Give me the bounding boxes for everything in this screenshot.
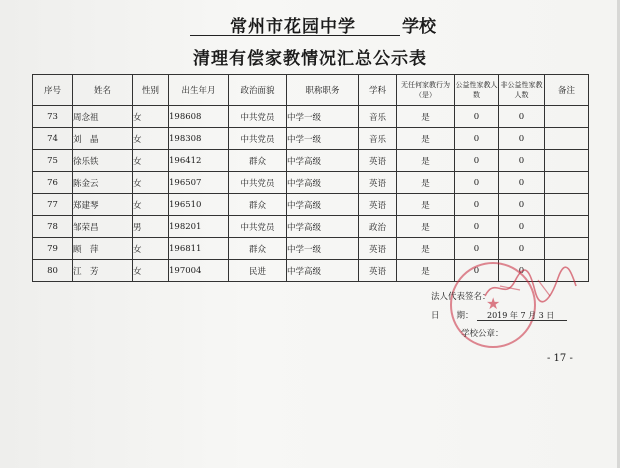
no-tutoring-cell: 是 [397, 216, 455, 238]
column-header: 出生年月 [169, 75, 229, 106]
teacher-name: 江 芳 [73, 260, 133, 282]
subject-cell: 音乐 [359, 128, 397, 150]
gender-cell: 男 [133, 216, 169, 238]
row-number: 77 [33, 194, 73, 216]
table-row [33, 216, 589, 238]
teacher-name: 刘 晶 [73, 128, 133, 150]
birth-date: 196507 [169, 172, 229, 194]
teacher-name: 周念祖 [73, 106, 133, 128]
column-header: 备注 [545, 75, 589, 106]
private-tutoring-count: 0 [499, 150, 545, 172]
no-tutoring-cell: 是 [397, 150, 455, 172]
table-row [33, 238, 589, 260]
public-tutoring-count: 0 [455, 150, 499, 172]
public-tutoring-count: 0 [455, 128, 499, 150]
row-number: 76 [33, 172, 73, 194]
note-cell [545, 128, 589, 150]
professional-title: 中学高级 [287, 172, 359, 194]
table-row [33, 194, 589, 216]
column-header: 序号 [33, 75, 73, 106]
gender-cell: 女 [133, 194, 169, 216]
teacher-name: 陈金云 [73, 172, 133, 194]
professional-title: 中学高级 [287, 260, 359, 282]
professional-title: 中学高级 [287, 150, 359, 172]
political-status: 群众 [229, 150, 287, 172]
signature-block [425, 290, 605, 350]
professional-title: 中学高级 [287, 194, 359, 216]
column-header: 公益性家教人数 [455, 75, 499, 106]
no-tutoring-cell: 是 [397, 238, 455, 260]
birth-date: 198608 [169, 106, 229, 128]
private-tutoring-count: 0 [499, 172, 545, 194]
column-header: 姓名 [73, 75, 133, 106]
row-number: 79 [33, 238, 73, 260]
public-tutoring-count: 0 [455, 238, 499, 260]
row-number: 78 [33, 216, 73, 238]
birth-date: 198201 [169, 216, 229, 238]
tutoring-summary-table [32, 74, 589, 282]
private-tutoring-count: 0 [499, 238, 545, 260]
page-number: - 17 - [547, 353, 573, 364]
political-status: 群众 [229, 194, 287, 216]
private-tutoring-count: 0 [499, 194, 545, 216]
political-status: 中共党员 [229, 128, 287, 150]
teacher-name: 徐乐铁 [73, 150, 133, 172]
professional-title: 中学一级 [287, 238, 359, 260]
seal-star-icon: ★ [486, 294, 501, 313]
teacher-name: 郑建琴 [73, 194, 133, 216]
political-status: 中共党员 [229, 172, 287, 194]
school-header [180, 8, 470, 38]
column-header: 非公益性家教人数 [499, 75, 545, 106]
professional-title: 中学一级 [287, 128, 359, 150]
seal-label: 学校公章： [461, 329, 504, 339]
table-header-row [33, 75, 589, 106]
date-label: 日 期： [431, 311, 474, 321]
subject-cell: 英语 [359, 194, 397, 216]
gender-cell: 女 [133, 238, 169, 260]
public-tutoring-count: 0 [455, 216, 499, 238]
date-value: 2019 年 7 月 3 日 [487, 311, 555, 320]
no-tutoring-cell: 是 [397, 260, 455, 282]
no-tutoring-cell: 是 [397, 106, 455, 128]
subject-cell: 英语 [359, 172, 397, 194]
public-tutoring-count: 0 [455, 194, 499, 216]
column-header: 学科 [359, 75, 397, 106]
table-row [33, 128, 589, 150]
gender-cell: 女 [133, 128, 169, 150]
row-number: 80 [33, 260, 73, 282]
gender-cell: 女 [133, 172, 169, 194]
professional-title: 中学一级 [287, 106, 359, 128]
note-cell [545, 150, 589, 172]
school-name-underline [190, 35, 400, 36]
table-row [33, 172, 589, 194]
subject-cell: 英语 [359, 238, 397, 260]
professional-title: 中学高级 [287, 216, 359, 238]
private-tutoring-count: 0 [499, 106, 545, 128]
no-tutoring-cell: 是 [397, 128, 455, 150]
birth-date: 196811 [169, 238, 229, 260]
political-status: 中共党员 [229, 216, 287, 238]
representative-label: 法人代表签名： [431, 292, 491, 302]
no-tutoring-cell: 是 [397, 172, 455, 194]
table-row [33, 150, 589, 172]
birth-date: 197004 [169, 260, 229, 282]
note-cell [545, 238, 589, 260]
teacher-name: 顾 萍 [73, 238, 133, 260]
private-tutoring-count: 0 [499, 216, 545, 238]
page-title: 清理有偿家教情况汇总公示表 [193, 49, 427, 69]
column-header: 政治面貌 [229, 75, 287, 106]
column-header: 职称职务 [287, 75, 359, 106]
note-cell [545, 194, 589, 216]
note-cell [545, 172, 589, 194]
subject-cell: 英语 [359, 150, 397, 172]
private-tutoring-count: 0 [499, 260, 545, 282]
no-tutoring-cell: 是 [397, 194, 455, 216]
private-tutoring-count: 0 [499, 128, 545, 150]
school-name: 常州市花园中学 [230, 17, 356, 37]
birth-date: 196510 [169, 194, 229, 216]
subject-cell: 政治 [359, 216, 397, 238]
column-header: 性别 [133, 75, 169, 106]
school-suffix: 学校 [402, 17, 436, 37]
note-cell [545, 106, 589, 128]
birth-date: 196412 [169, 150, 229, 172]
column-header: 无任何家教行为（是） [397, 75, 455, 106]
gender-cell: 女 [133, 260, 169, 282]
political-status: 群众 [229, 238, 287, 260]
birth-date: 198308 [169, 128, 229, 150]
political-status: 中共党员 [229, 106, 287, 128]
public-tutoring-count: 0 [455, 106, 499, 128]
gender-cell: 女 [133, 150, 169, 172]
subject-cell: 音乐 [359, 106, 397, 128]
public-tutoring-count: 0 [455, 172, 499, 194]
gender-cell: 女 [133, 106, 169, 128]
table-row [33, 106, 589, 128]
date-underline [477, 320, 567, 321]
political-status: 民进 [229, 260, 287, 282]
row-number: 74 [33, 128, 73, 150]
subject-cell: 英语 [359, 260, 397, 282]
teacher-name: 邹荣昌 [73, 216, 133, 238]
row-number: 73 [33, 106, 73, 128]
note-cell [545, 216, 589, 238]
public-tutoring-count: 0 [455, 260, 499, 282]
row-number: 75 [33, 150, 73, 172]
